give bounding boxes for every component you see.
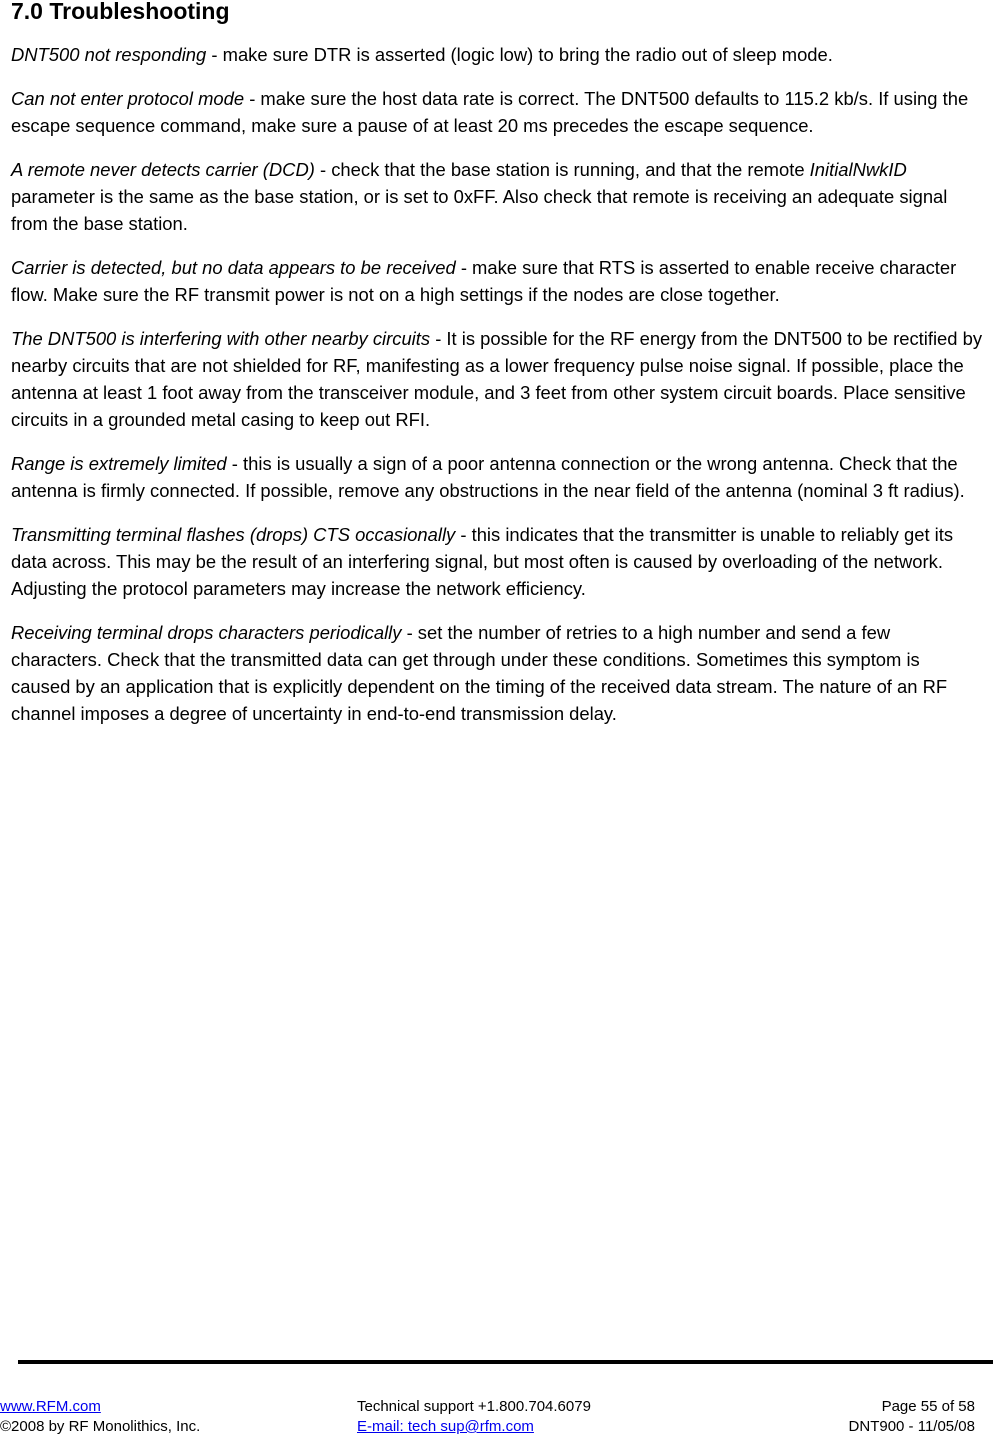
issue-title: A remote never detects carrier (DCD) xyxy=(11,159,315,180)
issue-text: - check that the base station is running, and that the remote xyxy=(314,159,810,180)
issue-title: The DNT500 is interfering with other nearby circuits xyxy=(11,328,431,349)
issue-text: - this indicates that the transmitter is unable to reliably get its data across. This may be the result of an interfering signal, but most often is caused by overloading of the network. Adjusting the protocol parameters may increase the network efficiency. xyxy=(11,524,954,599)
support-phone: Technical support +1.800.704.6079 xyxy=(357,1398,591,1415)
issue-title: Can not enter protocol mode xyxy=(11,88,245,109)
email-link[interactable]: E-mail: tech sup@rfm.com xyxy=(357,1418,534,1435)
troubleshooting-list xyxy=(11,41,983,744)
page-number: Page 55 of 58 xyxy=(881,1398,975,1415)
issue-text: - this is usually a sign of a poor antenna connection or the wrong antenna. Check that the antenna is firmly connected. If possible, remove any obstructions in the near field of the antenna (nominal 3 ft radius). xyxy=(11,453,965,501)
trouble-item-interference xyxy=(11,325,983,433)
trouble-item-no-data xyxy=(11,254,983,308)
website-link[interactable]: www.RFM.com xyxy=(0,1398,101,1415)
trouble-item-cts xyxy=(11,521,983,602)
trouble-item-drops-characters xyxy=(11,619,983,727)
issue-text: - set the number of retries to a high number and send a few characters. Check that the transmitted data can get through under these conditions. Sometimes this symptom is caused by an application that is explicitly dependent on the timing of the received data stream. The nature of an RF channel imposes a degree of uncertainty in end-to-end transmission delay. xyxy=(11,622,948,724)
copyright: ©2008 by RF Monolithics, Inc. xyxy=(0,1418,201,1435)
issue-text: - make sure that RTS is asserted to enable receive character flow. Make sure the RF transmit power is not on a high settings if the nodes are close together. xyxy=(11,257,957,305)
footer-right xyxy=(833,1397,975,1437)
trouble-item-range xyxy=(11,450,983,504)
trouble-item-not-responding xyxy=(11,41,983,68)
issue-title: Receiving terminal drops characters periodically xyxy=(11,622,402,643)
issue-text: - It is possible for the RF energy from the DNT500 to be rectified by nearby circuits that are not shielded for RF, manifesting as a lower frequency pulse noise signal. If possible, place the antenna at least 1 foot away from the transceiver module, and 3 feet from other system circuit boards. Place sensitive circuits in a grounded metal casing to keep out RFI. xyxy=(11,328,983,430)
issue-text: parameter is the same as the base station, or is set to 0xFF. Also check that remote is receiving an adequate signal from the base station. xyxy=(11,186,948,234)
issue-text: - make sure DTR is asserted (logic low) to bring the radio out of sleep mode. xyxy=(206,44,833,65)
footer-divider xyxy=(18,1360,993,1364)
issue-title: DNT500 not responding xyxy=(11,44,207,65)
footer-left xyxy=(0,1397,200,1437)
page-title: 7.0 Troubleshooting xyxy=(11,0,230,24)
parameter-name: InitialNwkID xyxy=(809,159,907,180)
issue-title: Carrier is detected, but no data appears to be received xyxy=(11,257,456,278)
issue-title: Range is extremely limited xyxy=(11,453,227,474)
trouble-item-carrier-dcd xyxy=(11,156,983,237)
issue-text: - make sure the host data rate is correct. The DNT500 defaults to 115.2 kb/s. If using the escape sequence command, make sure a pause of at least 20 ms precedes the escape sequence. xyxy=(11,88,969,136)
issue-title: Transmitting terminal flashes (drops) CTS occasionally xyxy=(11,524,456,545)
footer-center xyxy=(357,1397,591,1437)
document-id: DNT900 - 11/05/08 xyxy=(848,1418,975,1435)
trouble-item-protocol-mode xyxy=(11,85,983,139)
